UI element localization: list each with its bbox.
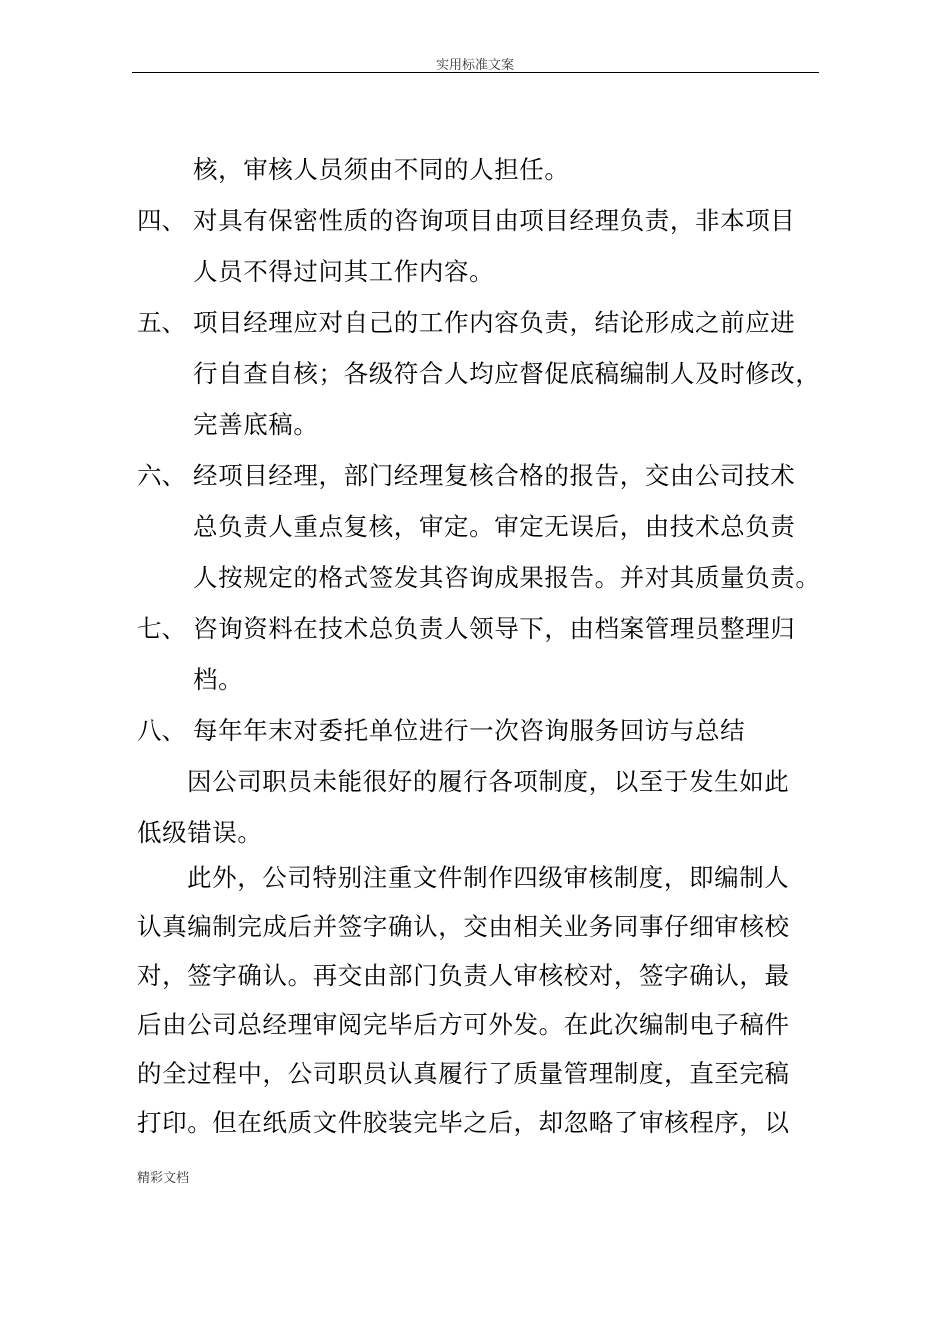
paragraph-line: 因公司职员未能很好的履行各项制度，以至于发生如此 xyxy=(187,767,790,796)
list-item-line: 对具有保密性质的咨询项目由项目经理负责，非本项目 xyxy=(193,206,796,235)
paragraph-line: 对，签字确认。再交由部门负责人审核校对，签字确认，最 xyxy=(137,961,790,990)
list-item-line: 咨询资料在技术总负责人领导下，由档案管理员整理归 xyxy=(193,614,796,643)
page-header: 实用标准文案 xyxy=(435,58,514,73)
list-item-line: 核，审核人员须由不同的人担任。 xyxy=(193,155,570,184)
list-item-number: 四、 xyxy=(137,206,186,235)
list-item-line: 完善底稿。 xyxy=(193,410,319,439)
list-item-line: 档。 xyxy=(193,665,244,694)
list-item-line: 行自查自核；各级符合人均应督促底稿编制人及时修改， xyxy=(193,359,821,388)
paragraph-line: 的全过程中，公司职员认真履行了质量管理制度，直至完稿 xyxy=(137,1059,790,1088)
list-item-line: 人按规定的格式签发其咨询成果报告。并对其质量负责。 xyxy=(193,563,821,592)
list-item-line: 总负责人重点复核，审定。审定无误后，由技术总负责 xyxy=(193,512,796,541)
list-item-line: 每年年末对委托单位进行一次咨询服务回访与总结 xyxy=(193,716,746,745)
list-item-line: 项目经理应对自己的工作内容负责，结论形成之前应进 xyxy=(193,308,796,337)
list-item-line: 经项目经理，部门经理复核合格的报告，交由公司技术 xyxy=(193,461,796,490)
list-item-number: 六、 xyxy=(137,461,186,490)
paragraph-line: 打印。但在纸质文件胶装完毕之后，却忽略了审核程序，以 xyxy=(137,1108,790,1137)
paragraph-line: 此外，公司特别注重文件制作四级审核制度，即编制人 xyxy=(187,863,790,892)
list-item-number: 八、 xyxy=(137,716,186,745)
paragraph-line: 低级错误。 xyxy=(137,818,263,847)
paragraph-line: 后由公司总经理审阅完毕后方可外发。在此次编制电子稿件 xyxy=(137,1010,790,1039)
page-footer: 精彩文档 xyxy=(137,1171,190,1186)
list-item-line: 人员不得过问其工作内容。 xyxy=(193,257,495,286)
header-rule xyxy=(132,72,819,73)
list-item-number: 七、 xyxy=(137,614,186,643)
paragraph-line: 认真编制完成后并签字确认，交由相关业务同事仔细审核校 xyxy=(137,912,790,941)
list-item-number: 五、 xyxy=(137,308,186,337)
